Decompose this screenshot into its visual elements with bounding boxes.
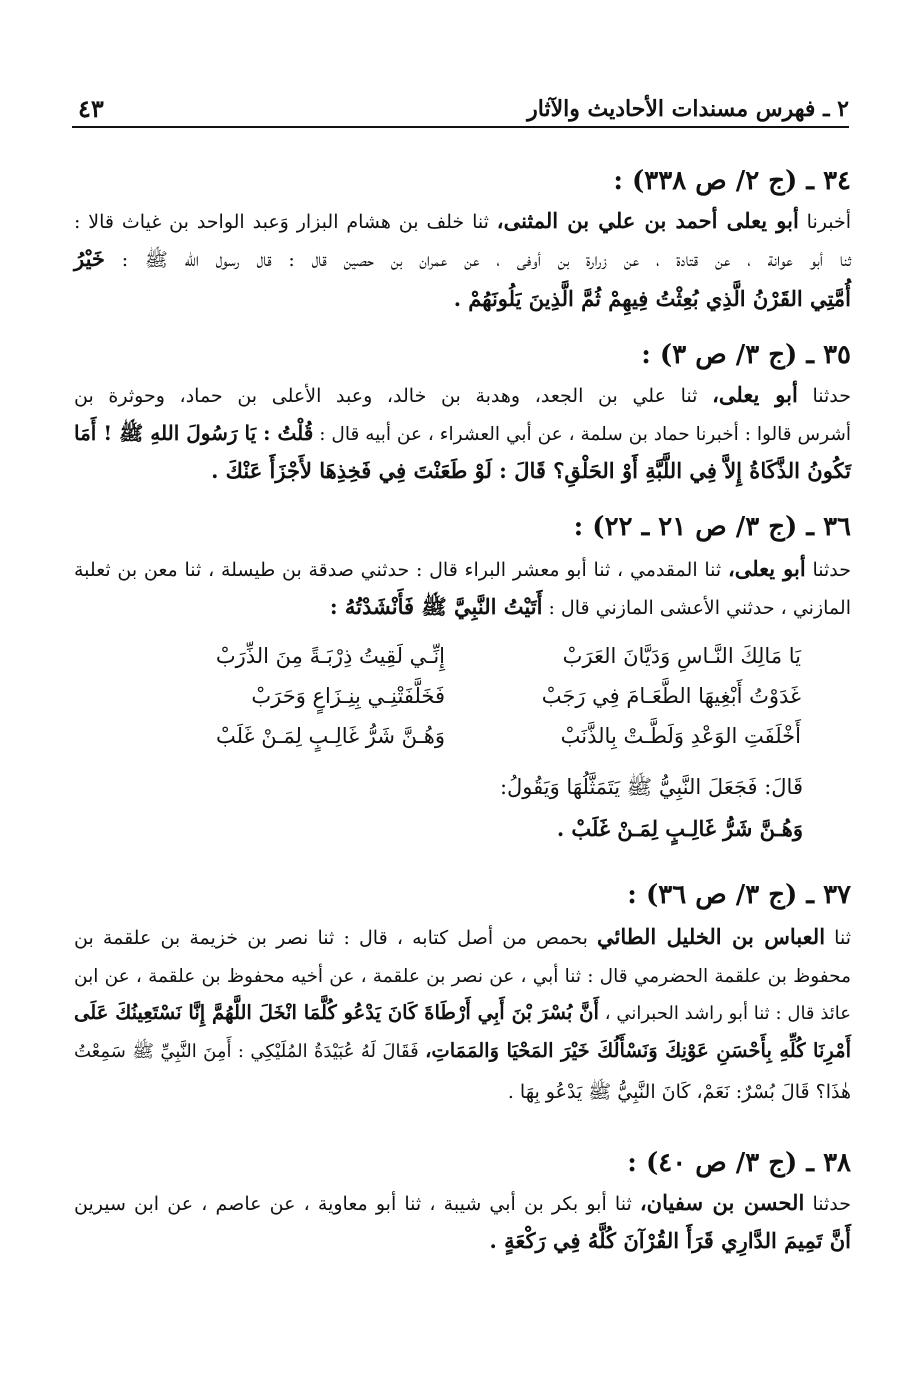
text-line: ثنا العباس بن الخليل الطائي بحمص من أصل كتابه ، قال : ثنا نصر بن خزيمة بن علقمة بن	[74, 924, 851, 949]
verse-hemistich: غَدَوْتُ أَبْغِيهَا الطَّعَـامَ فِي رَجَبْ	[541, 684, 801, 708]
text-line: أخبرنا أبو يعلى أحمد بن علي بن المثنى، ثنا خلف بن هشام البزار وَعبد الواحد بن غياث قالا :	[74, 208, 852, 233]
entry-heading: ٣٧ ـ (ج ٣/ ص ٣٦) :	[627, 880, 851, 910]
text-line: حدثنا الحسن بن سفيان، ثنا أبو بكر بن أبي شيبة ، ثنا أبو معاوية ، عن عاصم ، عن ابن سيرين	[74, 1190, 851, 1215]
text-line: محفوظ بن علقمة الحضرمي قال : ثنا أبي ، عن نصر بن علقمة ، عن أخيه محفوظ بن علقمة ، عن ابن	[74, 966, 851, 987]
text-line: المازني ، حدثني الأعشى المازني قال : أَتَيْتُ النَّبِيَّ ﷺ فَأَنْشَدْتُهُ :	[329, 594, 851, 619]
text-line: أشرس قالوا : أخبرنا حماد بن سلمة ، عن أبي العشراء ، عن أبيه قال : قُلْتُ : يَا رَسُولَ اللهِ ﷺ ! أَمَا	[74, 421, 851, 445]
running-header	[72, 92, 849, 128]
entry-heading: ٣٨ ـ (ج ٣/ ص ٤٠) :	[627, 1148, 851, 1178]
verse-followup: وَهُـنَّ شَرُّ غَالِـبٍ لِمَـنْ غَلَبْ .	[556, 816, 803, 841]
entry-heading: ٣٤ ـ (ج ٢/ ص ٣٣٨) :	[613, 166, 851, 196]
page-number: ٤٣	[78, 94, 104, 123]
verse-hemistich: يَا مَالِكَ النَّـاسِ وَدَيَّانَ العَرَبْ	[562, 644, 801, 668]
text-line: أُمَّتِي القَرْنُ الَّذِي بُعِثْتُ فِيهِمْ ثُمَّ الَّذِينَ يَلُونَهُمْ .	[453, 286, 851, 311]
text-line: حدثنا أبو يعلى، ثنا علي بن الجعد، وهدبة بن خالد، وعبد الأعلى بن حماد، وحوثرة بن	[74, 382, 851, 407]
verse-hemistich: إِنِّـي لَقِيتُ ذِرْبَـةً مِنَ الذِّرَبْ	[215, 644, 445, 668]
text-line: عائذ قال : ثنا أبو راشد الحبراني ، أَنَّ بُسْرَ بْنَ أَبِي أَرْطَاةَ كَانَ يَدْعُو كُلَّمَا انْخَلَ اللَّهُمَّ إِنَّا نَسْتَعِينُكَ عَلَى	[74, 1001, 852, 1024]
entry-heading: ٣٦ ـ (ج ٣/ ص ٢١ ـ ٢٢) :	[573, 512, 851, 542]
text-line: حدثنا أبو يعلى، ثنا المقدمي ، ثنا أبو معشر البراء قال : حدثني صدقة بن طيسلة ، ثنا معن بن ثعلبة	[74, 556, 852, 581]
verse-hemistich: وَهُـنَّ شَرُّ غَالِـبٍ لِمَـنْ غَلَبْ	[215, 724, 445, 748]
verse-followup: قَالَ: فَجَعَلَ النَّبِيُّ ﷺ يَتَمَثَّلُهَا وَيَقُولُ:	[499, 775, 803, 799]
text-line: أَنَّ تَمِيمَ الدَّارِي قَرَأَ القُرْآنَ كُلَّهُ فِي رَكْعَةٍ .	[489, 1228, 851, 1253]
verse-hemistich: فَخَلَّفَتْنِـي بِنِـزَاعٍ وَحَرَبْ	[251, 684, 445, 708]
text-line: ثنا أبو عوانة ، عن قتادة ، عن زرارة بن أوفى ، عن عمران بن حصين قال : قال رسول الله ﷺ : خَيْرُ	[74, 246, 851, 271]
verse-hemistich: أَخْلَفَتِ الوَعْدِ وَلَطَّـتْ بِالذَّنَبْ	[560, 724, 801, 748]
text-line: هٰذَا؟ قَالَ بُسْرٌ: نَعَمْ، كَانَ النَّبِيُّ ﷺ يَدْعُو بِهَا .	[507, 1081, 851, 1103]
text-line: أَمْرِنَا كُلِّهِ بِأَحْسَنِ عَوْنِكَ وَنَسْأَلُكَ خَيْرَ المَحْيَا وَالمَمَاتِ، فَقَالَ لَهُ عُبَيْدَةُ المُلَيْكِي : أَمِنَ النَّبِيِّ ﷺ سَمِعْتُ	[74, 1039, 852, 1062]
header-title: ٢ ـ فهرس مسندات الأحاديث والآثار	[527, 96, 849, 122]
text-line: تَكُونُ الذَّكَاةُ إِلاَّ فِي اللَّبَّةِ أَوْ الحَلْقِ؟ قَالَ : لَوْ طَعَنْتَ فِي فَخِذِهَا لأَجْزَأَ عَنْكَ .	[211, 458, 851, 483]
entry-heading: ٣٥ ـ (ج ٣/ ص ٣) :	[641, 340, 851, 370]
